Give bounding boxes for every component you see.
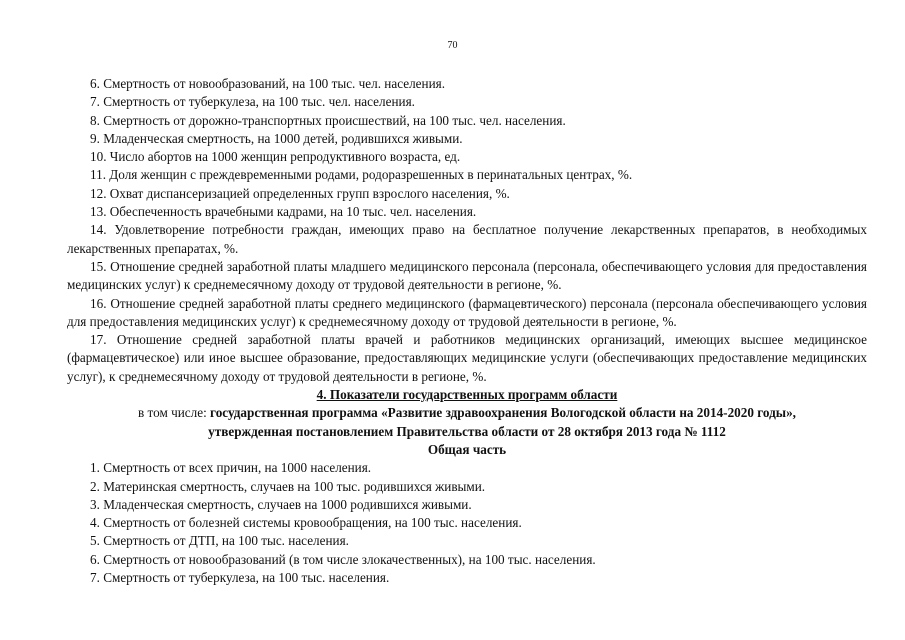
list-item: 2. Материнская смертность, случаев на 100 тыс. родившихся живыми. <box>90 478 486 494</box>
list-item: 3. Младенческая смертность, случаев на 1000 родившихся живыми. <box>90 496 472 512</box>
program-title <box>67 404 867 422</box>
list-item: 6. Смертность от новообразований (в том числе злокачественных), на 100 тыс. населения. <box>90 551 596 567</box>
list-item: 1. Смертность от всех причин, на 1000 населения. <box>90 460 372 476</box>
list-item: 13. Обеспеченность врачебными кадрами, на 10 тыс. чел. населения. <box>90 204 477 220</box>
section-heading <box>67 386 867 404</box>
list-item: 5. Смертность от ДТП, на 100 тыс. населения. <box>90 533 349 549</box>
program-title-line1: государственная программа «Развитие здравоохранения Вологодской области на 2014-2020 годы», <box>210 405 796 421</box>
list-item: 17. Отношение средней заработной платы врачей и работников медицинских организаций, имеющих высшее медицинское (фармацевтическое) или иное высшее образование, предоставляющих медицинские услуги (обеспечивающих предоставление медицинских услуг), к среднемесячному доходу от трудовой деятельности в регионе, %. <box>67 332 867 384</box>
program-approval: утвержденная постановлением Правительства области от 28 октября 2013 года № 1112 <box>208 423 726 439</box>
document-body <box>67 75 867 587</box>
list-item: 15. Отношение средней заработной платы младшего медицинского персонала (персонала, обеспечивающего условия для предоставления медицинских услуг) к среднемесячному доходу от трудовой деятельности в регионе, %. <box>67 258 867 293</box>
list-item: 14. Удовлетворение потребности граждан, имеющих право на бесплатное получение лекарственных препаратов, в необходимых лекарственных препаратах, %. <box>67 222 867 256</box>
list-item: 4. Смертность от болезней системы кровообращения, на 100 тыс. населения. <box>90 515 522 531</box>
list-item: 16. Отношение средней заработной платы среднего медицинского (фармацевтического) персонала (персонала обеспечивающего условия для предоставления медицинских услуг) к среднемесячному доходу от трудовой деятельности в регионе, %. <box>67 295 867 329</box>
subsection-heading: Общая часть <box>427 441 507 457</box>
section-heading-text: 4. Показатели государственных программ области <box>316 387 618 403</box>
list-item: 12. Охват диспансеризацией определенных групп взрослого населения, %. <box>90 185 510 201</box>
list-item: 6. Смертность от новообразований, на 100 тыс. чел. населения. <box>90 76 445 91</box>
list-item: 8. Смертность от дорожно-транспортных происшествий, на 100 тыс. чел. населения. <box>90 112 566 128</box>
list-item: 11. Доля женщин с преждевременными родами, родоразрешенных в перинатальных центрах, %. <box>90 167 633 183</box>
program-prefix: в том числе: <box>138 405 211 421</box>
list-item: 9. Младенческая смертность, на 1000 детей, родившихся живыми. <box>90 130 463 146</box>
page-number: 70 <box>447 40 458 51</box>
list-item: 7. Смертность от туберкулеза, на 100 тыс. населения. <box>90 570 390 586</box>
list-item: 10. Число абортов на 1000 женщин репродуктивного возраста, ед. <box>90 149 461 165</box>
list-item: 7. Смертность от туберкулеза, на 100 тыс. чел. населения. <box>90 94 415 110</box>
